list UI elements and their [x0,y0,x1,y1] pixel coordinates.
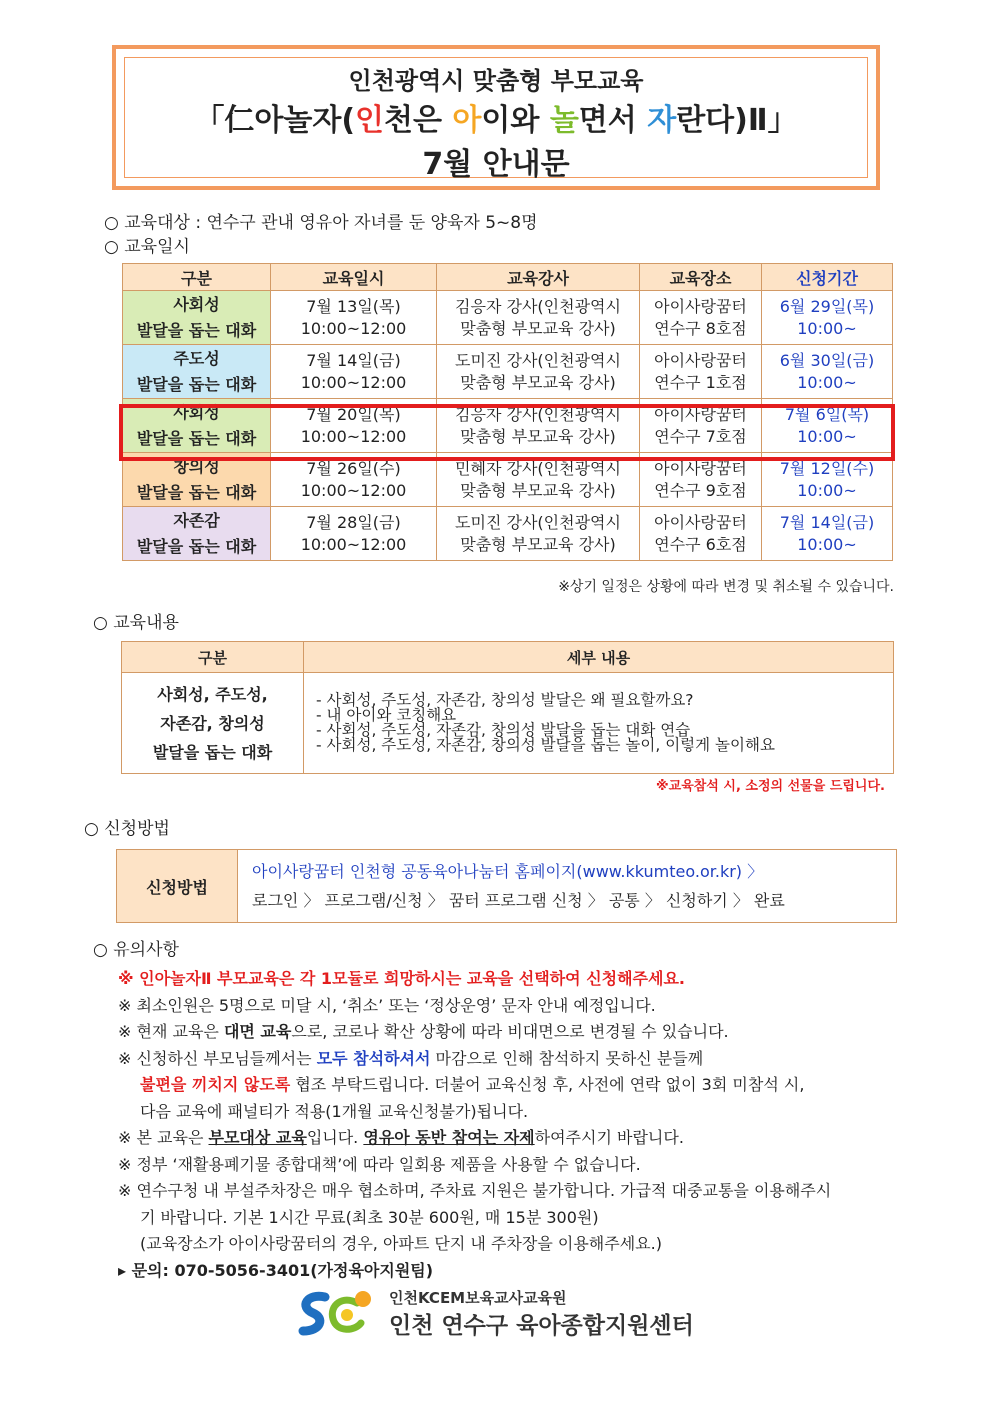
schedule-instructor [437,345,640,399]
contact-line: ▸ 문의: 070-5056-3401(가정육아지원팀) [118,1260,434,1280]
schedule-date-line: 7월 13일(목) [306,296,401,316]
schedule-place-line: 연수구 9호점 [654,480,747,500]
apply-table [116,849,897,923]
note-emphasis: 불편을 끼치지 않도록 [140,1075,291,1094]
detail-item: - 사회성, 주도성, 자존감, 창의성 발달을 돕는 놀이, 이렇게 놀이해요 [316,736,775,754]
title-accent-green: 놀 [549,103,579,138]
detail-item: - 사회성, 주도성, 자존감, 창의성 발달을 돕는 대화 연습 [316,721,691,739]
content-category-line: 자존감, 창의성 [160,713,265,733]
detail-item: - 사회성, 주도성, 자존감, 창의성 발달은 왜 필요할까요? [316,691,694,709]
schedule-date-line: 7월 20일(목) [306,404,401,424]
schedule-row [123,291,893,345]
content-category-line: 사회성, 주도성, [157,684,268,704]
header-apply-period: 신청기간 [762,264,893,291]
schedule-place [640,507,762,561]
title-part: 천은 [384,103,453,138]
schedule-place-line: 연수구 7호점 [654,426,747,446]
schedule-apply-period-line: 7월 14일(금) [779,512,875,532]
schedule-apply-period-line: 10:00~ [797,426,857,446]
schedule-category-line: 주도성 [173,348,220,368]
schedule-place-line: 아이사랑꿈터 [654,296,747,316]
schedule-instructor-line: 맞춤형 부모교육 강사) [460,534,616,554]
highlight-box [119,404,895,461]
content-details [304,673,894,774]
note-text: ※ 본 교육은 [118,1128,209,1147]
title-box [112,45,880,190]
schedule-date-line: 10:00~12:00 [300,480,407,500]
schedule-apply-period [762,291,893,345]
bracket-close: 」 [767,103,798,138]
note-text: 협조 부탁드립니다. 더불어 교육신청 후, 사전에 연락 없이 3회 미참석 시, [290,1075,805,1094]
logo-icon [295,1285,385,1345]
header-instructor: 교육강사 [437,264,640,291]
schedule-instructor [437,291,640,345]
bracket-open: 「 [194,103,225,138]
schedule-date-line: 7월 28일(금) [306,512,401,532]
schedule-category-line: 사회성 [173,294,220,314]
schedule-apply-period-line: 6월 29일(목) [779,296,875,316]
note-item: ※ 인아놀자Ⅱ 부모교육은 각 1모듈로 희망하시는 교육을 선택하여 신청해주세요. [118,969,686,988]
title-part: 면서 [578,103,648,138]
apply-steps [238,850,897,923]
note-item-cont: (교육장소가 아이사랑꿈터의 경우, 아파트 단지 내 주차장을 이용해주세요.) [140,1234,662,1253]
note-text: 으로, 코로나 확산 상황에 따라 비대면으로 변경될 수 있습니다. [291,1022,729,1041]
title-part: 이와 [481,103,550,138]
education-target: ○ 교육대상 : 연수구 관내 영유아 자녀를 둔 양육자 5~8명 [104,213,538,233]
schedule-date [271,291,437,345]
schedule-instructor-line: 민혜자 강사(인천광역시 [455,458,621,478]
note-emphasis: 모두 참석하셔서 [316,1048,431,1068]
note-item [118,1125,938,1152]
schedule-date [271,507,437,561]
center-logo [295,1285,715,1345]
schedule-instructor [437,507,640,561]
apply-row [117,850,897,923]
logo-line-2: 인천 연수구 육아종합지원센터 [389,1313,694,1339]
schedule-instructor-line: 도미진 강사(인천광역시 [455,350,621,370]
schedule-category-line: 창의성 [173,456,220,476]
schedule-category-line: 발달을 돕는 대화 [136,482,257,502]
header-date: 교육일시 [271,264,437,291]
schedule-category-line: 사회성 [173,402,220,422]
title-line-2 [116,95,876,139]
title-part: 란다)Ⅱ [676,103,768,138]
schedule-instructor-line: 맞춤형 부모교육 강사) [460,480,616,500]
title-line-3: 7월 안내문 [422,147,570,182]
schedule-category-line: 발달을 돕는 대화 [136,428,257,448]
content-category [122,673,304,774]
note-item-cont [118,1072,938,1099]
schedule-place-line: 아이사랑꿈터 [654,512,747,532]
note-text: 하여주시기 바랍니다. [534,1128,684,1147]
note-emphasis: 부모대상 교육 [208,1128,307,1147]
apply-steps-line: 로그인 〉 프로그램/신청 〉 꿈터 프로그램 신청 〉 공통 〉 신청하기 〉 완료 [252,891,785,910]
apply-homepage-link[interactable]: 아이사랑꿈터 인천형 공동육아나눔터 홈페이지(www.kkumteo.or.kr) 〉 [252,862,764,881]
detail-item: - 내 아이와 코칭해요 [316,706,457,724]
note-text: ※ 신청하신 부모님들께서는 [118,1048,317,1068]
schedule-category-line: 발달을 돕는 대화 [136,320,257,340]
logo-line-1: 인천KCEM보육교사교육원 [389,1289,567,1307]
schedule-apply-period [762,507,893,561]
title-part: 仁아놀자( [224,103,356,138]
schedule-instructor-line: 맞춤형 부모교육 강사) [460,372,616,392]
schedule-date-line: 7월 26일(수) [306,458,401,478]
header-category: 구분 [123,264,271,291]
title-accent-blue: 자 [647,103,677,138]
schedule-category-line: 발달을 돕는 대화 [136,536,257,556]
content-category-line: 발달을 돕는 대화 [152,742,273,762]
header-details: 세부 내용 [304,642,894,673]
schedule-apply-period-line: 10:00~ [797,318,857,338]
schedule-category [123,291,271,345]
schedule-place-line: 아이사랑꿈터 [654,350,747,370]
note-text: ※ 현재 교육은 [118,1022,224,1041]
schedule-date-line: 10:00~12:00 [300,372,407,392]
gift-note: ※교육참석 시, 소정의 선물을 드립니다. [656,779,885,794]
note-text: 마감으로 인해 참석하지 못하신 분들께 [430,1048,704,1068]
schedule-apply-period-line: 7월 12일(수) [779,458,875,478]
notes-list [118,966,938,1284]
schedule-apply-period-line: 6월 30일(금) [779,350,875,370]
note-item [118,1019,938,1046]
title-accent-orange: 아 [452,103,482,138]
schedule-date-line: 10:00~12:00 [300,426,407,446]
header-place: 교육장소 [640,264,762,291]
notes-heading: ○ 유의사항 [93,940,179,960]
header-category: 구분 [122,642,304,673]
schedule-place-line: 아이사랑꿈터 [654,458,747,478]
schedule-place-line: 연수구 8호점 [654,318,747,338]
schedule-apply-period-line: 10:00~ [797,372,857,392]
note-item-cont: 다음 교육에 패널티가 적용(1개월 교육신청불가)됩니다. [140,1101,529,1121]
title-accent-red: 인 [355,103,385,138]
schedule-date [271,345,437,399]
schedule-category [123,345,271,399]
content-row [122,673,894,774]
schedule-category [123,507,271,561]
schedule-date-line: 10:00~12:00 [300,318,407,338]
schedule-apply-period-line: 10:00~ [797,534,857,554]
schedule-instructor-line: 맞춤형 부모교육 강사) [460,426,616,446]
schedule-category-line: 발달을 돕는 대화 [136,374,257,394]
schedule-place [640,345,762,399]
schedule-apply-period [762,345,893,399]
schedule-heading: ○ 교육일시 [104,237,190,257]
schedule-date-line: 7월 14일(금) [306,350,401,370]
schedule-apply-period-line: 10:00~ [797,480,857,500]
schedule-place [640,291,762,345]
schedule-place-line: 아이사랑꿈터 [654,404,747,424]
note-item-cont: 기 바랍니다. 기본 1시간 무료(최초 30분 600원, 매 15분 300원) [140,1207,599,1227]
schedule-instructor-line: 맞춤형 부모교육 강사) [460,318,616,338]
content-table [121,641,894,774]
schedule-row [123,507,893,561]
apply-heading: ○ 신청방법 [84,819,170,839]
note-item: ※ 연수구청 내 부설주차장은 매우 협소하며, 주차료 지원은 불가합니다. 가급적 대중교통을 이용해주시 [118,1181,832,1200]
schedule-instructor-line: 도미진 강사(인천광역시 [455,512,621,532]
schedule-place-line: 연수구 1호점 [654,372,747,392]
schedule-header-row [123,264,893,291]
note-emphasis: 대면 교육 [223,1022,292,1041]
schedule-instructor-line: 김응자 강사(인천광역시 [455,296,621,316]
note-item: ※ 최소인원은 5명으로 미달 시, ‘취소’ 또는 ‘정상운영’ 문자 안내 예정입니다. [118,995,656,1015]
note-text: 입니다. [306,1128,364,1147]
schedule-date-line: 10:00~12:00 [300,534,407,554]
schedule-row [123,345,893,399]
note-item [118,1046,938,1073]
schedule-place-line: 연수구 6호점 [654,534,747,554]
schedule-apply-period-line: 7월 6일(목) [784,404,870,424]
schedule-note: ※상기 일정은 상황에 따라 변경 및 취소될 수 있습니다. [558,579,894,595]
note-emphasis: 영유아 동반 참여는 자제 [363,1128,535,1147]
apply-label: 신청방법 [117,850,238,923]
note-item: ※ 정부 ‘재활용폐기물 종합대책’에 따라 일회용 제품을 사용할 수 없습니다. [118,1154,641,1174]
schedule-category-line: 자존감 [173,510,220,530]
content-header-row [122,642,894,673]
content-heading: ○ 교육내용 [93,613,179,633]
schedule-instructor-line: 김응자 강사(인천광역시 [455,404,621,424]
title-line-1: 인천광역시 맞춤형 부모교육 [348,67,644,95]
